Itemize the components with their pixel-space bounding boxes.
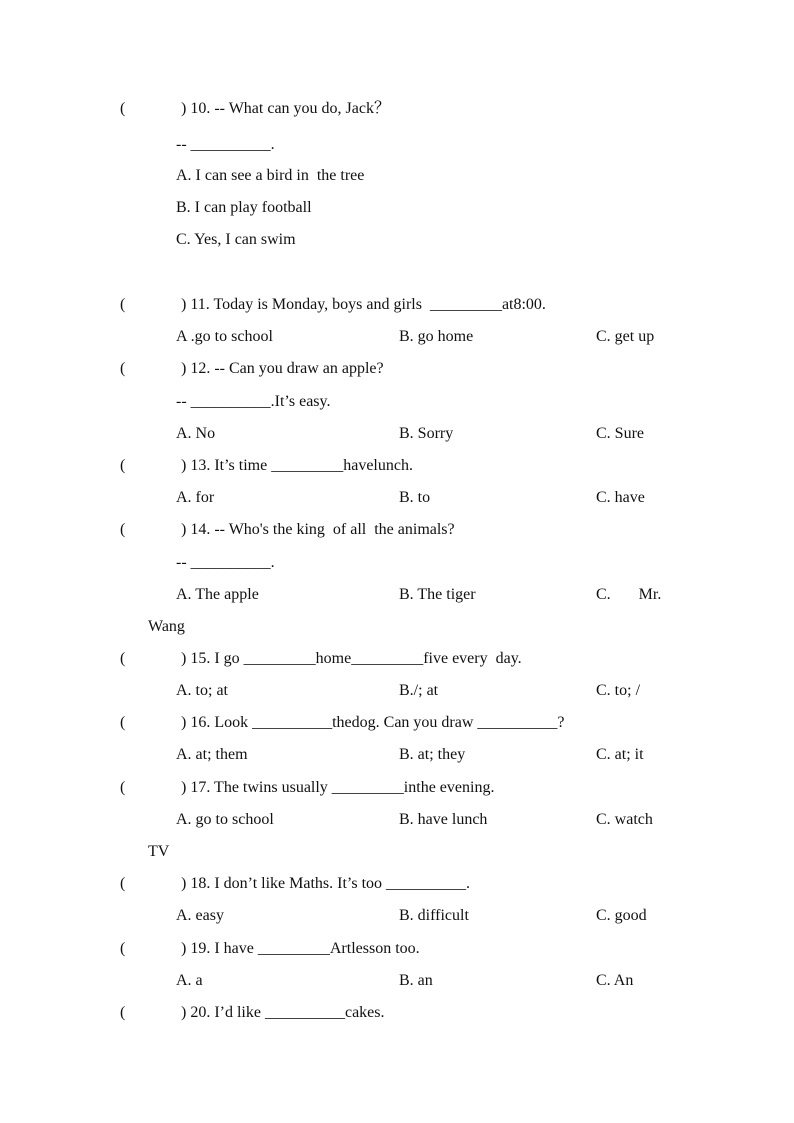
q16-option-a[interactable]: A. at; them bbox=[176, 746, 248, 763]
q12-stem: ) 12. -- Can you draw an apple? bbox=[181, 360, 384, 377]
q17-option-c-wrap: TV bbox=[148, 843, 170, 860]
q17-option-b[interactable]: B. have lunch bbox=[399, 811, 488, 828]
q15-option-a[interactable]: A. to; at bbox=[176, 682, 228, 699]
q11-option-a[interactable]: A .go to school bbox=[176, 328, 273, 345]
q19-paren[interactable]: ( bbox=[120, 940, 126, 957]
q17-option-a[interactable]: A. go to school bbox=[176, 811, 274, 828]
q18-paren[interactable]: ( bbox=[120, 875, 126, 892]
q19-option-c[interactable]: C. An bbox=[596, 972, 634, 989]
q15-stem: ) 15. I go _________home_________five every day. bbox=[181, 650, 522, 667]
q10-paren[interactable]: ( bbox=[120, 100, 126, 117]
q17-option-c[interactable]: C. watch bbox=[596, 811, 653, 828]
q10-option-c[interactable]: C. Yes, I can swim bbox=[176, 231, 296, 248]
q13-option-a[interactable]: A. for bbox=[176, 489, 215, 506]
q11-paren[interactable]: ( bbox=[120, 296, 126, 313]
q12-option-b[interactable]: B. Sorry bbox=[399, 425, 454, 442]
q15-option-b[interactable]: B./; at bbox=[399, 682, 439, 699]
q17-stem: ) 17. The twins usually _________inthe evening. bbox=[181, 779, 495, 796]
q11-stem: ) 11. Today is Monday, boys and girls _________at8:00. bbox=[181, 296, 546, 313]
q16-option-c[interactable]: C. at; it bbox=[596, 746, 644, 763]
q10-stem: ) 10. -- What can you do, Jack？ bbox=[181, 100, 390, 117]
q12-option-c[interactable]: C. Sure bbox=[596, 425, 644, 442]
q12-paren[interactable]: ( bbox=[120, 360, 126, 377]
q16-option-b[interactable]: B. at; they bbox=[399, 746, 466, 763]
q16-stem: ) 16. Look __________thedog. Can you draw __________? bbox=[181, 714, 565, 731]
q18-stem: ) 18. I don’t like Maths. It’s too __________. bbox=[181, 875, 471, 892]
q13-option-c[interactable]: C. have bbox=[596, 489, 645, 506]
q10-option-a[interactable]: A. I can see a bird in the tree bbox=[176, 167, 365, 184]
q14-stem: ) 14. -- Who's the king of all the animals? bbox=[181, 521, 455, 538]
q16-paren[interactable]: ( bbox=[120, 714, 126, 731]
q18-option-b[interactable]: B. difficult bbox=[399, 907, 469, 924]
q14-paren[interactable]: ( bbox=[120, 521, 126, 538]
q14-option-c-wrap: Wang bbox=[148, 618, 185, 635]
q18-option-c[interactable]: C. good bbox=[596, 907, 647, 924]
q14-answer-line[interactable]: -- __________. bbox=[176, 554, 275, 571]
q18-option-a[interactable]: A. easy bbox=[176, 907, 224, 924]
q20-stem: ) 20. I’d like __________cakes. bbox=[181, 1004, 385, 1021]
q20-paren[interactable]: ( bbox=[120, 1004, 126, 1021]
q13-option-b[interactable]: B. to bbox=[399, 489, 431, 506]
q14-option-b[interactable]: B. The tiger bbox=[399, 586, 476, 603]
q13-paren[interactable]: ( bbox=[120, 457, 126, 474]
q19-stem: ) 19. I have _________Artlesson too. bbox=[181, 940, 420, 957]
q11-option-c[interactable]: C. get up bbox=[596, 328, 655, 345]
q12-answer-line[interactable]: -- __________.It’s easy. bbox=[176, 393, 331, 410]
q17-paren[interactable]: ( bbox=[120, 779, 126, 796]
q10-answer-line[interactable]: -- __________. bbox=[176, 136, 275, 153]
q12-option-a[interactable]: A. No bbox=[176, 425, 216, 442]
q19-option-b[interactable]: B. an bbox=[399, 972, 433, 989]
q11-option-b[interactable]: B. go home bbox=[399, 328, 474, 345]
q13-stem: ) 13. It’s time _________havelunch. bbox=[181, 457, 413, 474]
q19-option-a[interactable]: A. a bbox=[176, 972, 203, 989]
q10-option-b[interactable]: B. I can play football bbox=[176, 199, 312, 216]
q15-option-c[interactable]: C. to; / bbox=[596, 682, 641, 699]
q14-option-c[interactable]: C. Mr. bbox=[596, 586, 662, 603]
q14-option-a[interactable]: A. The apple bbox=[176, 586, 259, 603]
q15-paren[interactable]: ( bbox=[120, 650, 126, 667]
